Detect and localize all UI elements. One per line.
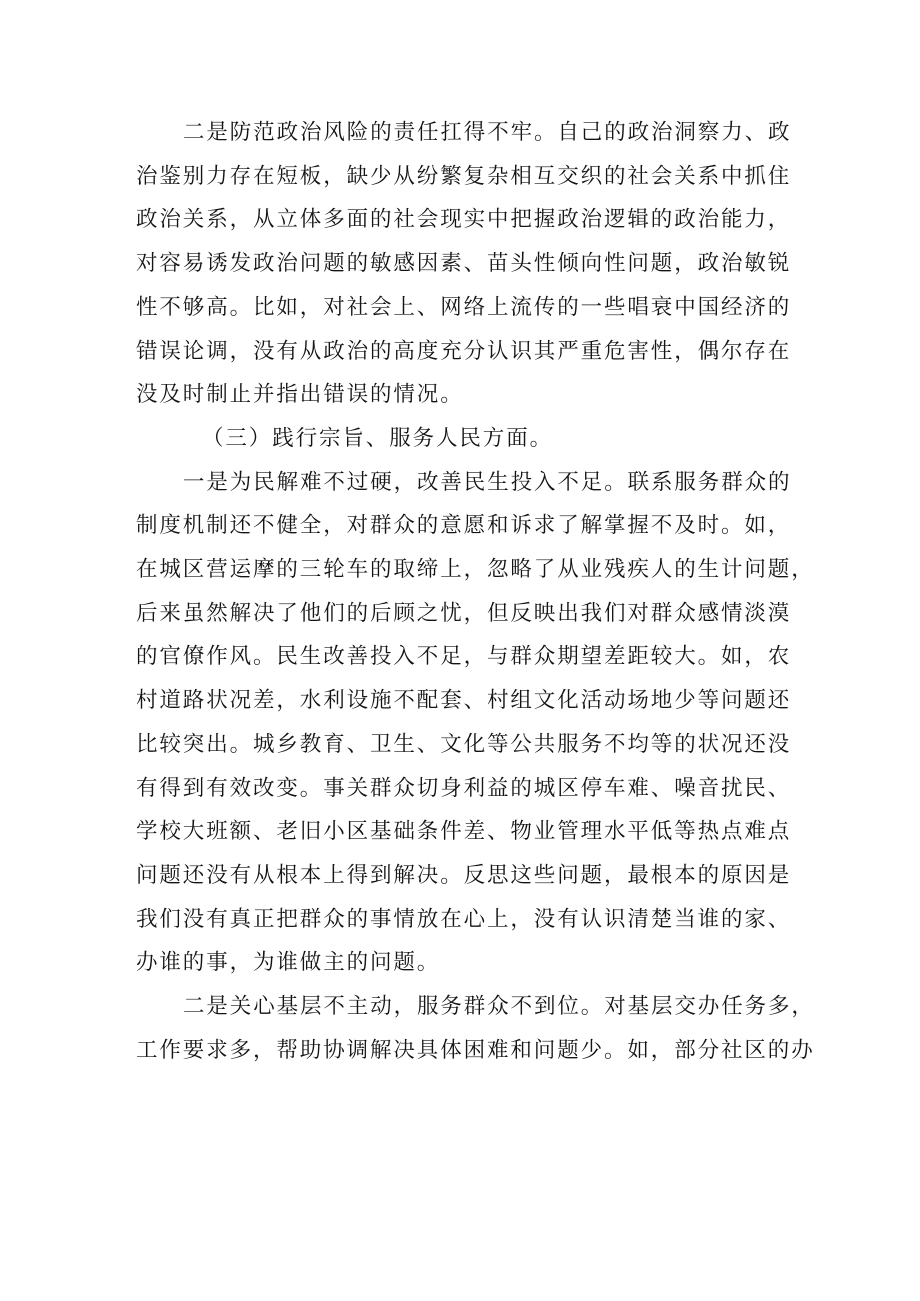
text-line: 有得到有效改变。事关群众切身利益的城区停车难、噪音扰民、	[136, 775, 792, 801]
paragraph-political-risk	[136, 111, 796, 417]
text-line: 没及时制止并指出错误的情况。	[136, 382, 464, 408]
paragraph-livelihood	[136, 461, 815, 985]
document-body	[136, 111, 815, 1072]
text-line: 二是防范政治风险的责任扛得不牢。自己的政治洞察力、政	[183, 120, 792, 145]
text-line: 性不够高。比如，对社会上、网络上流传的一些唱衰中国经济的	[136, 294, 792, 320]
text-line: 对容易诱发政治问题的敏感因素、苗头性倾向性问题，政治敏锐	[136, 251, 792, 277]
text-line: 后来虽然解决了他们的后顾之忧，但反映出我们对群众感情淡漠	[136, 600, 792, 626]
text-line: 比较突出。城乡教育、卫生、文化等公共服务不均等的状况还没	[136, 731, 792, 757]
text-line: 问题还没有从根本上得到解决。反思这些问题，最根本的原因是	[136, 862, 792, 888]
text-line: 错误论调，没有从政治的高度充分认识其严重危害性，偶尔存在	[136, 338, 792, 364]
text-line: 村道路状况差，水利设施不配套、村组文化活动场地少等问题还	[136, 688, 792, 714]
text-line: 的官僚作风。民生改善投入不足，与群众期望差距较大。如，农	[136, 644, 792, 670]
text-line: 政治关系，从立体多面的社会现实中把握政治逻辑的政治能力，	[136, 207, 792, 233]
text-line: 我们没有真正把群众的事情放在心上，没有认识清楚当谁的家、	[136, 906, 792, 932]
text-line: 学校大班额、老旧小区基础条件差、物业管理水平低等热点难点	[136, 819, 792, 845]
text-line: 工作要求多，帮助协调解决具体困难和问题少。如，部分社区的办	[136, 1037, 815, 1063]
text-line: 治鉴别力存在短板，缺少从纷繁复杂相互交织的社会关系中抓住	[136, 163, 792, 189]
text-line: 制度机制还不健全，对群众的意愿和诉求了解掌握不及时。如，	[136, 513, 792, 539]
text-line: 在城区营运摩的三轮车的取缔上，忽略了从业残疾人的生计问题，	[136, 557, 815, 583]
text-line: 二是关心基层不主动，服务群众不到位。对基层交办任务多，	[183, 994, 815, 1020]
text-line: 办谁的事，为谁做主的问题。	[136, 950, 441, 976]
paragraph-grassroots	[136, 985, 815, 1072]
section-heading: （三）践行宗旨、服务人民方面。	[202, 425, 554, 451]
text-line: 一是为民解难不过硬，改善民生投入不足。联系服务群众的	[183, 469, 792, 495]
